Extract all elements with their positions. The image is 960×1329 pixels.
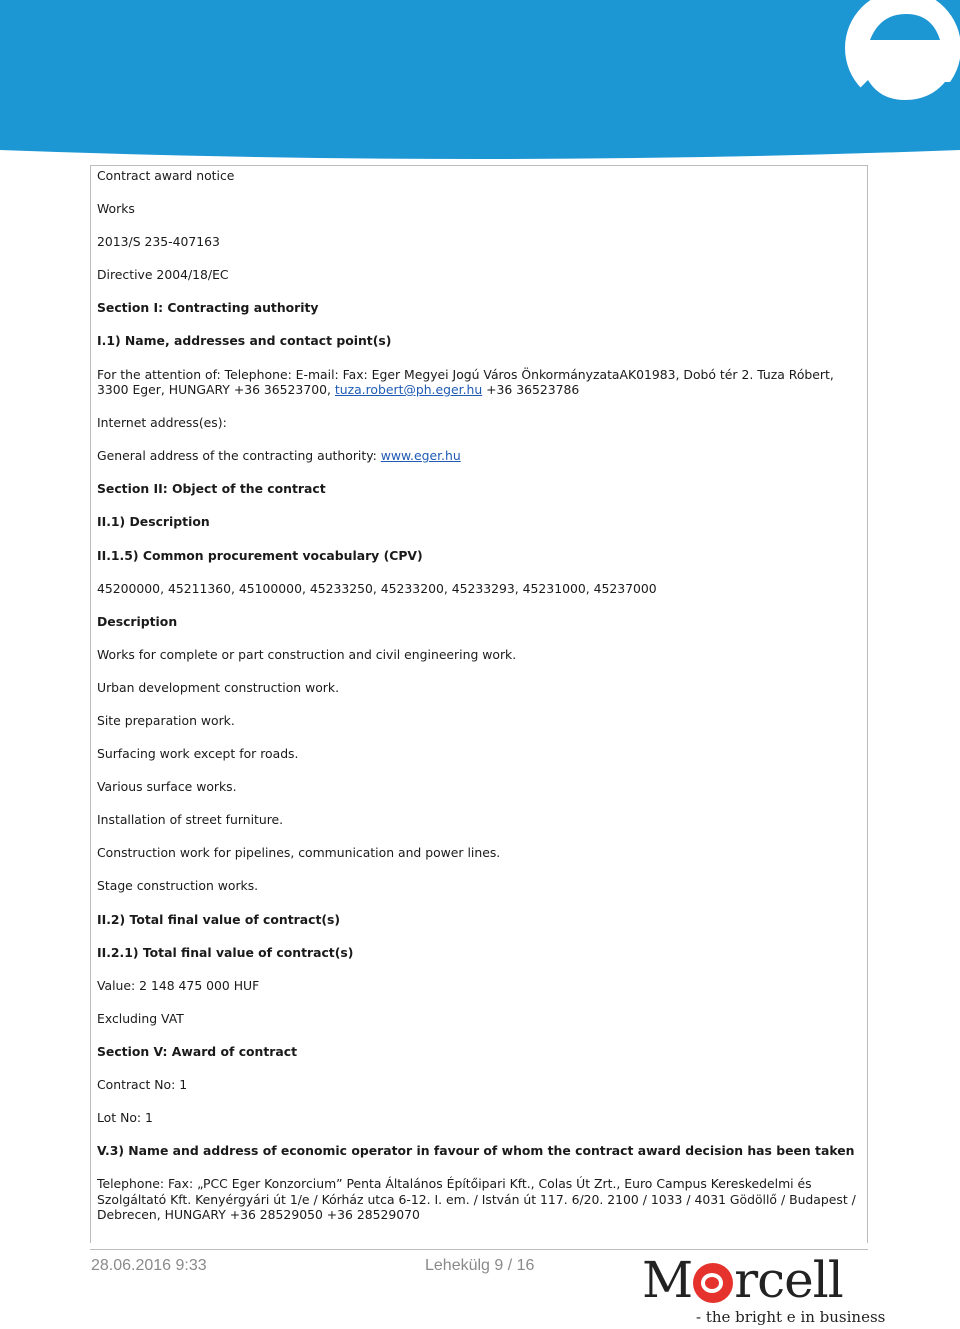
logo-wordmark — [642, 1252, 843, 1308]
footer-date: 28.06.2016 9:33 — [91, 1257, 207, 1274]
section-1-heading: Section I: Contracting authority — [97, 300, 319, 316]
description-item: Construction work for pipelines, communication and power lines. — [97, 845, 501, 861]
section-1-1-heading: I.1) Name, addresses and contact point(s) — [97, 333, 392, 349]
description-item: Surfacing work except for roads. — [97, 746, 299, 762]
logo-text-right: rcell — [734, 1251, 843, 1309]
description-item: Various surface works. — [97, 779, 237, 795]
description-item: Urban development construction work. — [97, 679, 340, 695]
general-address-paragraph — [97, 448, 865, 464]
marcell-logo — [642, 1251, 886, 1328]
notice-category: Works — [97, 201, 135, 217]
footer-page-number: Lehekülg 9 / 16 — [425, 1257, 535, 1274]
section-2-1-heading: II.1) Description — [97, 514, 210, 530]
contract-number: Contract No: 1 — [97, 1077, 188, 1093]
general-address-link[interactable]: www.eger.hu — [380, 448, 461, 464]
contact-text: For the attention of: Telephone: E-mail: Fax: Eger Megyei Jogú Város ÖnkormányzataAK01983, Dobó tér 2. Tuza Róbert, 3300 Eger, HUNGARY +36 36523700, — [97, 366, 834, 398]
footer-divider — [90, 1249, 868, 1250]
section-2-2-1-heading: II.2.1) Total final value of contract(s) — [97, 944, 354, 960]
notice-content — [97, 168, 865, 1240]
vat-note: Excluding VAT — [97, 1010, 184, 1026]
notice-type: Contract award notice — [97, 168, 235, 183]
description-item: Site preparation work. — [97, 713, 235, 728]
section-2-1-5-heading: II.1.5) Common procurement vocabulary (CPV) — [97, 547, 423, 563]
contact-fax: +36 36523786 — [482, 382, 580, 398]
contact-paragraph — [97, 367, 865, 398]
internet-address-label: Internet address(es): — [97, 415, 227, 431]
e-logo-icon — [0, 0, 960, 166]
section-2-2-heading: II.2) Total final value of contract(s) — [97, 911, 341, 927]
logo-e-icon — [693, 1263, 733, 1303]
header-banner — [0, 0, 960, 166]
description-item: Stage construction works. — [97, 878, 259, 894]
contract-value: Value: 2 148 475 000 HUF — [97, 977, 260, 993]
cpv-codes: 45200000, 45211360, 45100000, 45233250, 45233200, 45233293, 45231000, 45237000 — [97, 580, 657, 596]
description-heading: Description — [97, 613, 178, 629]
section-5-heading: Section V: Award of contract — [97, 1043, 298, 1059]
logo-tagline: - the bright e in business — [696, 1308, 886, 1326]
description-item: Installation of street furniture. — [97, 812, 284, 828]
logo-text-left: M — [642, 1251, 693, 1309]
section-2-heading: Section II: Object of the contract — [97, 481, 326, 497]
contact-email-link[interactable]: tuza.robert@ph.eger.hu — [334, 382, 483, 398]
notice-reference: 2013/S 235-407163 — [97, 234, 220, 250]
economic-operator: Telephone: Fax: „PCC Eger Konzorcium” Penta Általános Építőipari Kft., Colas Út Zrt., Euro Campus Kereskedelmi és Szolgáltató Kft. Kenyérgyári út 1/e / Kórház utca 6-12. I. em. / István út 117. 6/20. 2100 / 1033 / 4031 Gödöllő / Budapest / Debrecen, HUNGARY +36 28529050 +36 28529070 — [97, 1176, 856, 1223]
notice-directive: Directive 2004/18/EC — [97, 267, 229, 283]
description-item: Works for complete or part construction and civil engineering work. — [97, 646, 517, 662]
section-5-3-heading: V.3) Name and address of economic operator in favour of whom the contract award decision has been taken — [97, 1143, 855, 1159]
general-address-label: General address of the contracting authority: — [97, 448, 381, 464]
lot-number: Lot No: 1 — [97, 1110, 153, 1126]
